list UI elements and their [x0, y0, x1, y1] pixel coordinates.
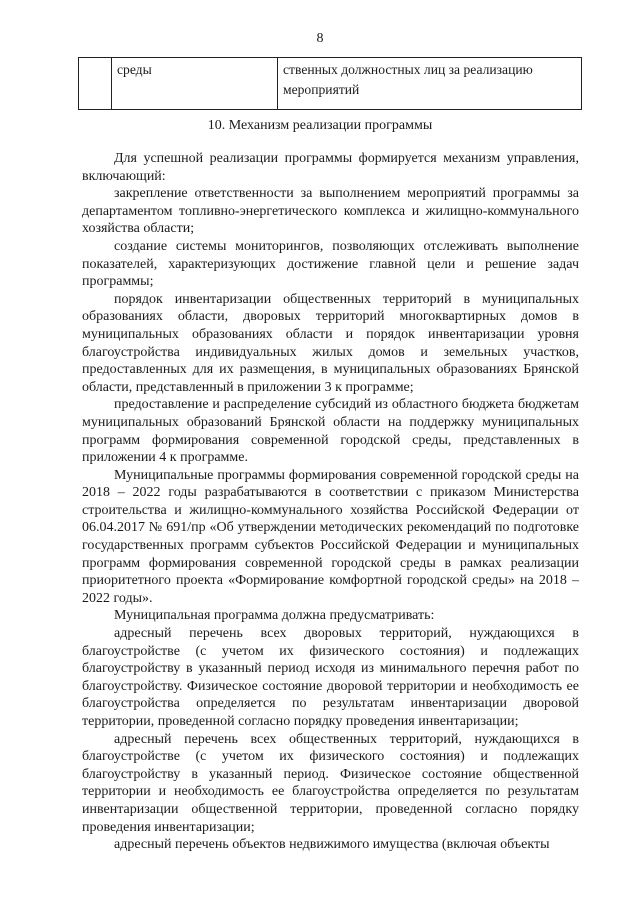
paragraph-inventory: порядок инвентаризации общественных территорий в муниципальных образованиях области, дворовых территорий многоквартирных домов в муниципальных образованиях области и порядок инвентаризации уровня благоустройства индивидуальных жилых домов и земельных участков, предоставленных для их размещения, в муниципальных образованиях Брянской области, представленный в приложении 3 к программе; — [82, 291, 579, 395]
paragraph-responsibility: закрепление ответственности за выполнением мероприятий программы за департаментом топливно-энергетического комплекса и жилищно-коммунального хозяйства области; — [82, 186, 579, 237]
paragraph-yard-territories: адресный перечень всех дворовых территорий, нуждающихся в благоустройстве (с учетом их физического состояния) и подлежащих благоустройству в указанный период исходя из минимального перечня работ по благоустройству. Физическое состояние дворовой территории и необходимость ее благоустройства определяется по результатам инвентаризации дворовой территории, проведенной согласно порядку проведения инвентаризации; — [82, 626, 579, 729]
paragraph-public-territories: адресный перечень всех общественных территорий, нуждающихся в благоустройстве (с учетом их физического состояния) и подлежащих благоустройству в указанный период. Физическое состояние общественной территории и необходимость ее благоустройства определяется по результатам инвентаризации общественной территории, проведенной согласно порядку проведения инвентаризации; — [82, 731, 579, 835]
table-cell-number — [79, 58, 112, 110]
section-heading: 10. Механизм реализации программы — [207, 118, 433, 133]
body-text — [82, 150, 579, 854]
table-cell-responsibility: ственных должностных лиц за реализацию мероприятий — [278, 58, 582, 110]
paragraph-municipal-programs: Муниципальные программы формирования современной городской среды на 2018 – 2022 годы разрабатываются в соответствии с приказом Министерства строительства и жилищно-коммунального хозяйства Российской Федерации от 06.04.2017 № 691/пр «Об утверждении методических рекомендаций по подготовке государственных программ субъектов Российской Федерации и муниципальных программ формирования современной городской среды в рамках реализации приоритетного проекта «Формирование комфортной городской среды» на 2018 – 2022 годы». — [82, 467, 579, 606]
table-cell-object: среды — [112, 58, 278, 110]
paragraph-monitoring: создание системы мониторингов, позволяющих отслеживать выполнение показателей, характеризующих достижение главной цели и решение задач программы; — [82, 238, 579, 290]
page-number: 8 — [316, 31, 324, 46]
table-row — [79, 58, 582, 110]
paragraph-program-requirements: Муниципальная программа должна предусматривать: — [114, 608, 435, 624]
paragraph-subsidies: предоставление и распределение субсидий из областного бюджета бюджетам муниципальных образований Брянской области на поддержку муниципальных программ формирования современной городской среды, представленных в приложении 4 к программе. — [82, 397, 579, 466]
paragraph-real-estate: адресный перечень объектов недвижимого имущества (включая объекты — [114, 837, 550, 853]
continuation-table — [78, 57, 582, 110]
paragraph-intro: Для успешной реализации программы формируется механизм управления, включающий: — [82, 151, 579, 184]
